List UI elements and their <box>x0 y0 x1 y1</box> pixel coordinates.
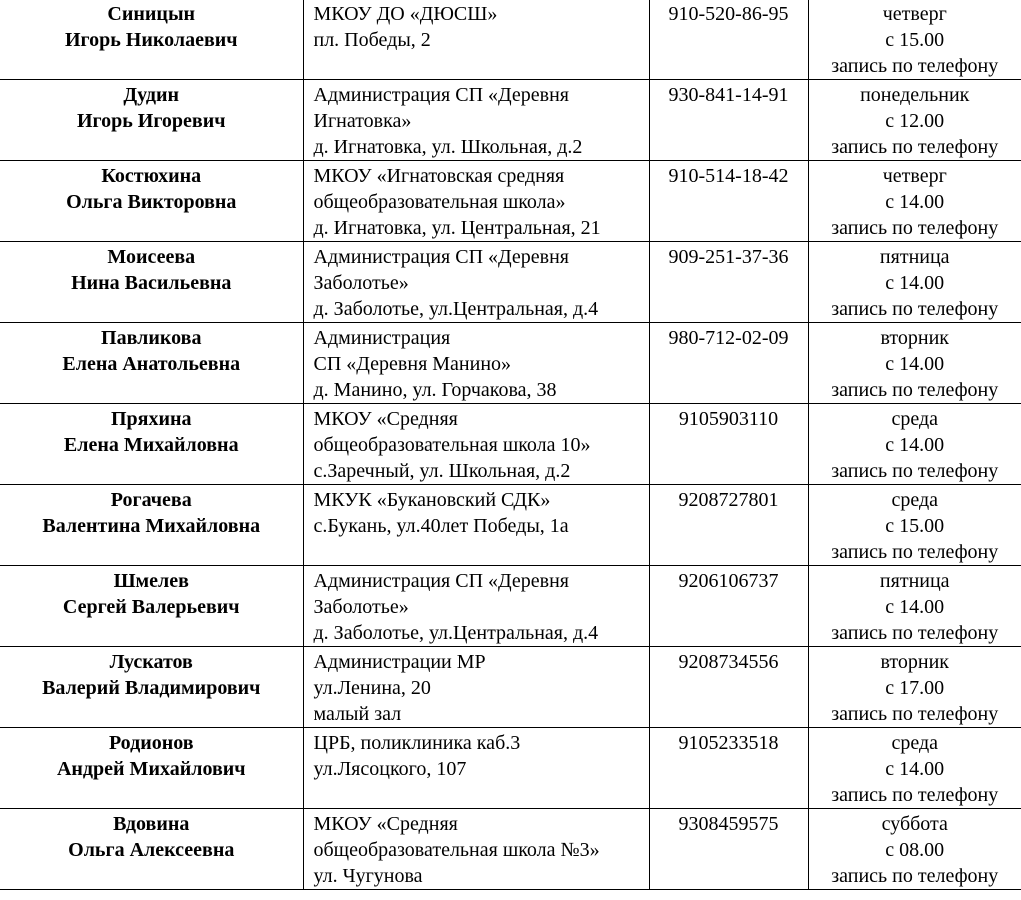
person-given-names: Андрей Михайлович <box>56 758 246 780</box>
table-row <box>0 323 1021 404</box>
reception-day: суббота <box>881 813 948 835</box>
person-surname: Пряхина <box>110 408 192 430</box>
phone-cell <box>649 404 808 485</box>
person-surname: Костюхина <box>101 165 202 187</box>
phone-number: 9308459575 <box>678 813 779 835</box>
person-surname: Лускатов <box>109 651 193 673</box>
place-cell <box>303 161 649 242</box>
reception-day: пятница <box>879 246 950 268</box>
person-surname: Рогачева <box>110 489 192 511</box>
place-line-3: ул. Чугунова <box>313 865 423 887</box>
person-cell <box>0 80 303 161</box>
reception-day: среда <box>891 408 939 430</box>
place-cell <box>303 566 649 647</box>
table-row <box>0 566 1021 647</box>
phone-number: 9208727801 <box>678 489 779 511</box>
place-line-1: Администрации МР <box>313 651 486 673</box>
place-line-1: ЦРБ, поликлиника каб.3 <box>313 732 521 754</box>
place-line-2: ул.Лясоцкого, 107 <box>313 758 467 780</box>
reception-time: с 17.00 <box>885 677 945 699</box>
reception-time: с 14.00 <box>885 596 945 618</box>
phone-number: 910-514-18-42 <box>668 165 789 187</box>
table-row <box>0 404 1021 485</box>
reception-time: с 14.00 <box>885 758 945 780</box>
place-line-1: МКОУ «Игнатовская средняя <box>313 165 565 187</box>
place-line-2: Заболотье» <box>313 596 409 618</box>
reception-day: пятница <box>879 570 950 592</box>
place-line-1: Администрация <box>313 327 451 349</box>
place-cell <box>303 242 649 323</box>
person-surname: Моисеева <box>107 246 196 268</box>
person-surname: Синицын <box>107 3 196 25</box>
phone-number: 930-841-14-91 <box>668 84 789 106</box>
phone-number: 980-712-02-09 <box>668 327 789 349</box>
place-cell <box>303 728 649 809</box>
phone-number: 9105233518 <box>678 732 779 754</box>
appointment-note: запись по телефону <box>831 136 999 158</box>
place-line-3: д. Заболотье, ул.Центральная, д.4 <box>313 298 599 320</box>
person-cell <box>0 647 303 728</box>
table-row <box>0 485 1021 566</box>
place-line-2: общеобразовательная школа» <box>313 191 566 213</box>
person-cell <box>0 323 303 404</box>
place-line-2: общеобразовательная школа №3» <box>313 839 600 861</box>
place-line-3: с.Заречный, ул. Школьная, д.2 <box>313 460 571 482</box>
time-cell <box>808 404 1021 485</box>
table-row <box>0 161 1021 242</box>
reception-day: среда <box>891 489 939 511</box>
place-line-3: д. Заболотье, ул.Центральная, д.4 <box>313 622 599 644</box>
table-row <box>0 647 1021 728</box>
place-cell <box>303 485 649 566</box>
reception-day: четверг <box>882 3 947 25</box>
table-row <box>0 242 1021 323</box>
reception-day: вторник <box>880 327 950 349</box>
person-surname: Павликова <box>101 327 202 349</box>
person-cell <box>0 566 303 647</box>
person-given-names: Валентина Михайловна <box>42 515 261 537</box>
person-surname: Родионов <box>108 732 194 754</box>
time-cell <box>808 0 1021 80</box>
reception-time: с 15.00 <box>885 29 945 51</box>
time-cell <box>808 80 1021 161</box>
person-given-names: Ольга Викторовна <box>66 191 237 213</box>
table-row <box>0 0 1021 80</box>
place-cell <box>303 80 649 161</box>
phone-cell <box>649 728 808 809</box>
place-line-1: Администрация СП «Деревня <box>313 570 569 592</box>
time-cell <box>808 728 1021 809</box>
phone-number: 9208734556 <box>678 651 779 673</box>
phone-cell <box>649 161 808 242</box>
place-cell <box>303 323 649 404</box>
phone-cell <box>649 809 808 890</box>
place-line-3: малый зал <box>313 703 402 725</box>
time-cell <box>808 323 1021 404</box>
time-cell <box>808 242 1021 323</box>
time-cell <box>808 566 1021 647</box>
reception-time: с 14.00 <box>885 272 945 294</box>
reception-day: вторник <box>880 651 950 673</box>
phone-cell <box>649 323 808 404</box>
phone-number: 9105903110 <box>678 408 779 430</box>
place-line-2: СП «Деревня Манино» <box>313 353 512 375</box>
phone-cell <box>649 647 808 728</box>
place-cell <box>303 809 649 890</box>
person-cell <box>0 161 303 242</box>
time-cell <box>808 161 1021 242</box>
appointment-note: запись по телефону <box>831 622 999 644</box>
reception-time: с 15.00 <box>885 515 945 537</box>
phone-number: 910-520-86-95 <box>668 3 789 25</box>
place-line-2: Заболотье» <box>313 272 409 294</box>
place-line-1: Администрация СП «Деревня <box>313 246 569 268</box>
reception-time: с 08.00 <box>885 839 945 861</box>
person-given-names: Нина Васильевна <box>71 272 232 294</box>
table-row <box>0 80 1021 161</box>
person-surname: Вдовина <box>113 813 190 835</box>
person-cell <box>0 404 303 485</box>
person-given-names: Игорь Николаевич <box>64 29 238 51</box>
appointment-note: запись по телефону <box>831 865 999 887</box>
person-cell <box>0 0 303 80</box>
phone-number: 9206106737 <box>678 570 779 592</box>
place-line-1: МКОУ «Средняя <box>313 408 458 430</box>
table-row <box>0 809 1021 890</box>
person-given-names: Сергей Валерьевич <box>62 596 240 618</box>
time-cell <box>808 647 1021 728</box>
phone-cell <box>649 80 808 161</box>
place-line-2: Игнатовка» <box>313 110 412 132</box>
place-line-1: Администрация СП «Деревня <box>313 84 569 106</box>
place-cell <box>303 647 649 728</box>
place-line-3: д. Игнатовка, ул. Центральная, 21 <box>313 217 601 239</box>
appointment-note: запись по телефону <box>831 298 999 320</box>
person-given-names: Ольга Алексеевна <box>68 839 235 861</box>
place-cell <box>303 404 649 485</box>
reception-time: с 14.00 <box>885 434 945 456</box>
reception-time: с 12.00 <box>885 110 945 132</box>
appointment-note: запись по телефону <box>831 379 999 401</box>
place-line-3: д. Манино, ул. Горчакова, 38 <box>313 379 557 401</box>
phone-cell <box>649 242 808 323</box>
phone-number: 909-251-37-36 <box>668 246 789 268</box>
reception-time: с 14.00 <box>885 353 945 375</box>
person-cell <box>0 728 303 809</box>
time-cell <box>808 485 1021 566</box>
person-cell <box>0 242 303 323</box>
place-line-2: пл. Победы, 2 <box>313 29 431 51</box>
phone-cell <box>649 485 808 566</box>
place-line-2: общеобразовательная школа 10» <box>313 434 591 456</box>
place-line-2: ул.Ленина, 20 <box>313 677 431 699</box>
person-given-names: Игорь Игоревич <box>76 110 226 132</box>
place-cell <box>303 0 649 80</box>
phone-cell <box>649 0 808 80</box>
table-row <box>0 728 1021 809</box>
phone-cell <box>649 566 808 647</box>
reception-day: понедельник <box>860 84 970 106</box>
person-surname: Дудин <box>123 84 180 106</box>
person-surname: Шмелев <box>113 570 189 592</box>
appointment-note: запись по телефону <box>831 784 999 806</box>
appointment-note: запись по телефону <box>831 541 999 563</box>
person-given-names: Валерий Владимирович <box>42 677 261 699</box>
place-line-3: д. Игнатовка, ул. Школьная, д.2 <box>313 136 583 158</box>
appointment-note: запись по телефону <box>831 217 999 239</box>
appointment-note: запись по телефону <box>831 460 999 482</box>
person-cell <box>0 485 303 566</box>
place-line-1: МКОУ ДО «ДЮСШ» <box>313 3 498 25</box>
person-given-names: Елена Анатольевна <box>62 353 241 375</box>
place-line-1: МКОУ «Средняя <box>313 813 458 835</box>
person-cell <box>0 809 303 890</box>
reception-time: с 14.00 <box>885 191 945 213</box>
place-line-1: МКУК «Букановский СДК» <box>313 489 551 511</box>
appointment-note: запись по телефону <box>831 703 999 725</box>
place-line-2: с.Букань, ул.40лет Победы, 1а <box>313 515 569 537</box>
appointment-note: запись по телефону <box>831 55 999 77</box>
person-given-names: Елена Михайловна <box>63 434 239 456</box>
reception-day: четверг <box>882 165 947 187</box>
time-cell <box>808 809 1021 890</box>
reception-day: среда <box>891 732 939 754</box>
